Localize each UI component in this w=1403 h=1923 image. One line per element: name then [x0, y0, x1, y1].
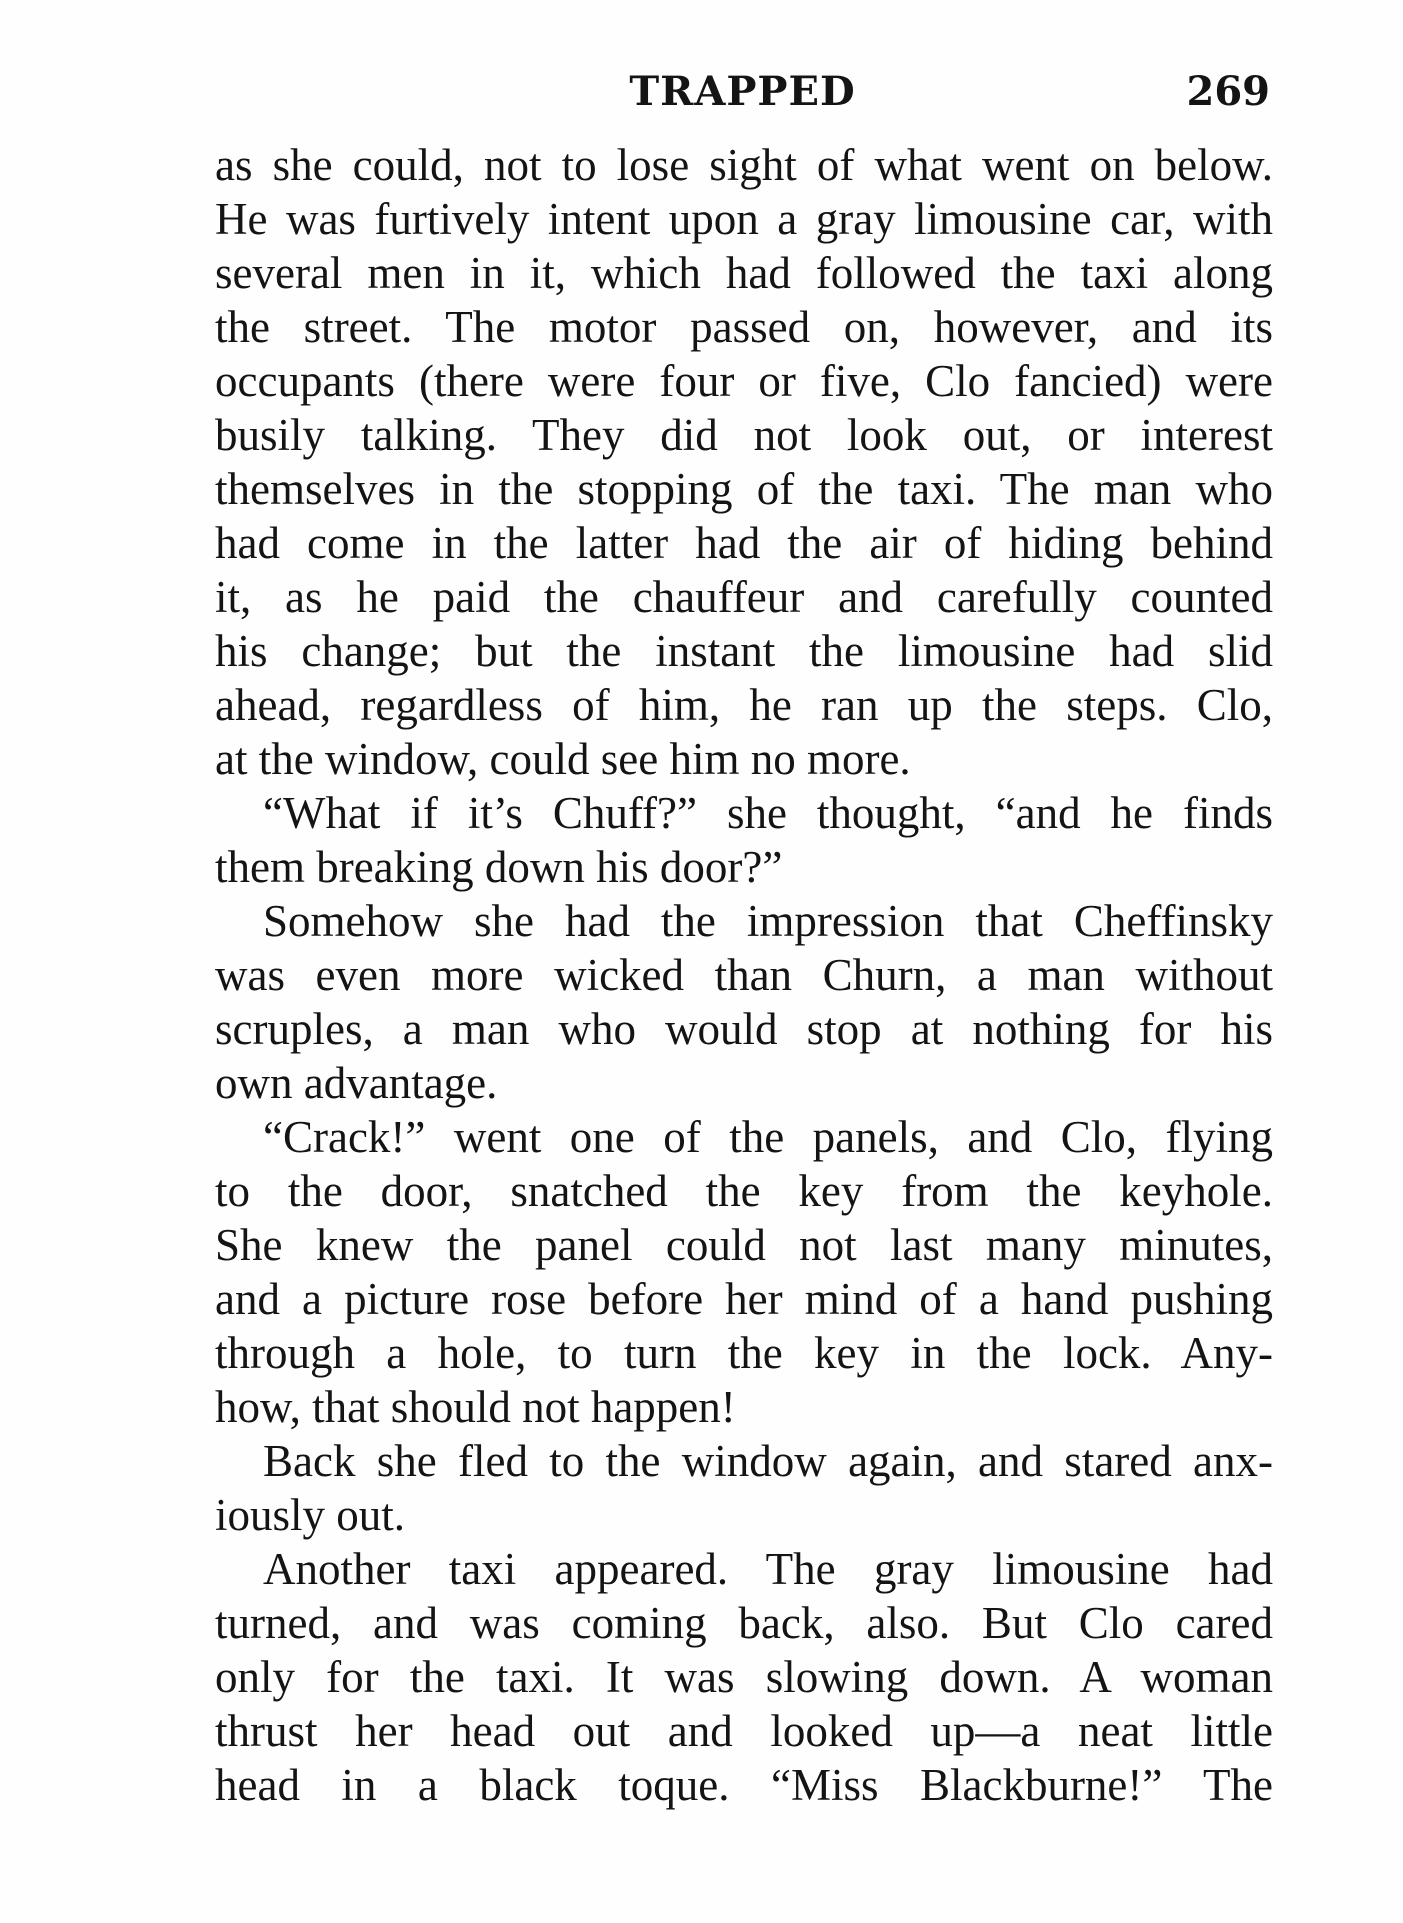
text-line: busily talking. They did not look out, or interest [215, 410, 1273, 460]
text-line: “Crack!” went one of the panels, and Clo, flying [263, 1112, 1273, 1162]
text-line: the street. The motor passed on, however, and its [215, 302, 1273, 352]
text-line: She knew the panel could not last many minutes, [215, 1220, 1273, 1270]
running-title: TRAPPED [629, 68, 856, 115]
text-line: his change; but the instant the limousine had slid [215, 626, 1273, 676]
text-line: only for the taxi. It was slowing down. A woman [215, 1652, 1273, 1702]
text-line: was even more wicked than Churn, a man without [215, 950, 1273, 1000]
text-line: turned, and was coming back, also. But Clo cared [215, 1598, 1273, 1648]
text-line: Back she fled to the window again, and stared anx- [263, 1436, 1273, 1486]
text-line: had come in the latter had the air of hiding behind [215, 518, 1273, 568]
text-line: and a picture rose before her mind of a hand pushing [215, 1274, 1273, 1324]
page-header [215, 62, 1270, 122]
text-line: Somehow she had the impression that Cheffinsky [263, 896, 1273, 946]
text-line: “What if it’s Chuff?” she thought, “and he finds [263, 788, 1273, 838]
text-line: at the window, could see him no more. [215, 734, 911, 784]
text-line: thrust her head out and looked up—a neat little [215, 1706, 1273, 1756]
page-number: 269 [1186, 68, 1270, 115]
text-line: it, as he paid the chauffeur and carefully counted [215, 572, 1273, 622]
text-line: ahead, regardless of him, he ran up the steps. Clo, [215, 680, 1273, 730]
text-line: scruples, a man who would stop at nothing for his [215, 1004, 1273, 1054]
text-line: them breaking down his door?” [215, 842, 783, 892]
text-line: to the door, snatched the key from the keyhole. [215, 1166, 1273, 1216]
text-line: head in a black toque. “Miss Blackburne!” The [215, 1760, 1273, 1810]
text-line: through a hole, to turn the key in the lock. Any- [215, 1328, 1273, 1378]
text-line: Another taxi appeared. The gray limousine had [263, 1544, 1273, 1594]
text-line: themselves in the stopping of the taxi. The man who [215, 464, 1273, 514]
text-line: as she could, not to lose sight of what went on below. [215, 140, 1273, 190]
text-line: several men in it, which had followed the taxi along [215, 248, 1273, 298]
text-line: occupants (there were four or five, Clo fancied) were [215, 356, 1273, 406]
text-line: own advantage. [215, 1058, 498, 1108]
text-line: He was furtively intent upon a gray limousine car, with [215, 194, 1273, 244]
body-text [215, 138, 1273, 1812]
text-line: iously out. [215, 1490, 406, 1540]
text-line: how, that should not happen! [215, 1382, 736, 1432]
